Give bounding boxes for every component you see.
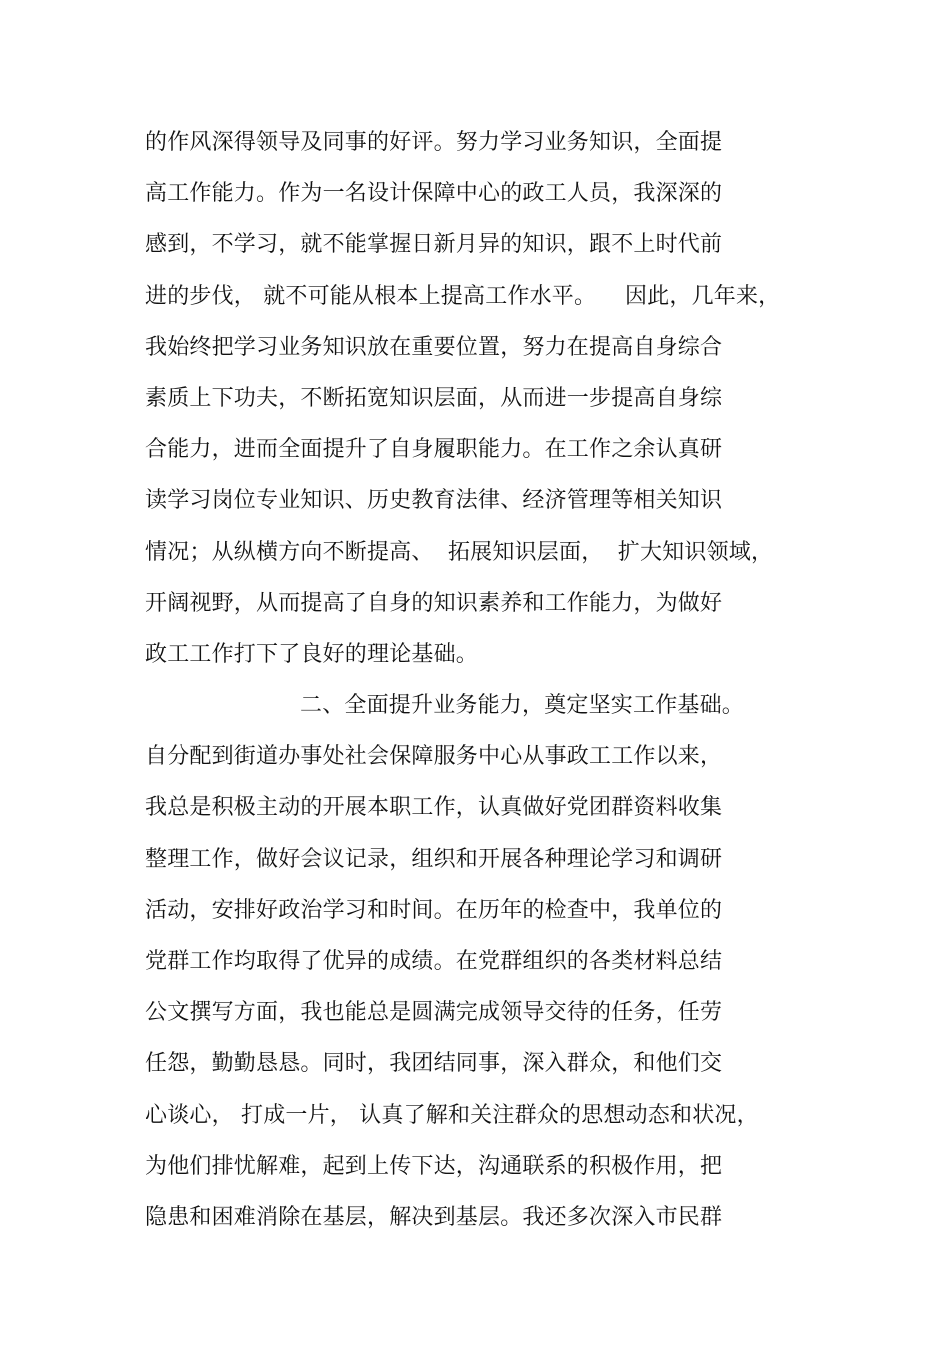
section-heading: 二、全面提升业务能力，奠定坚实工作基础。 [300,693,745,719]
text-line: 党群工作均取得了优异的成绩。在党群组织的各类材料总结 [145,949,723,974]
text-line: 合能力，进而全面提升了自身履职能力。在工作之余认真研 [145,437,723,463]
text-line: 情况；从纵横方向不断提高、 拓展知识层面， 扩大知识领域， [145,539,774,565]
text-line: 感到，不学习，就不能掌握日新月异的知识，跟不上时代前 [145,232,723,258]
text-line: 素质上下功夫，不断拓宽知识层面，从而进一步提高自身综 [145,385,723,411]
text-line: 隐患和困难消除在基层，解决到基层。我还多次深入市民群 [145,1204,723,1230]
text-line: 高工作能力。作为一名设计保障中心的政工人员，我深深的 [145,181,723,207]
text-line: 读学习岗位专业知识、历史教育法律、经济管理等相关知识 [145,488,723,514]
text-line: 的作风深得领导及同事的好评。努力学习业务知识，全面提 [145,130,723,155]
text-line: 我始终把学习业务知识放在重要位置，努力在提高自身综合 [145,334,723,360]
text-line: 我总是积极主动的开展本职工作，认真做好党团群资料收集 [145,795,723,821]
text-line: 公文撰写方面，我也能总是圆满完成领导交待的任务，任劳 [145,1000,723,1026]
text-line: 任怨，勤勤恳恳。同时，我团结同事，深入群众，和他们交 [145,1051,723,1077]
text-line: 为他们排忧解难，起到上传下达，沟通联系的积极作用，把 [145,1153,723,1179]
text-line: 政工工作打下了良好的理论基础。 [145,641,479,667]
text-line: 整理工作，做好会议记录，组织和开展各种理论学习和调研 [145,846,723,872]
text-line: 活动，安排好政治学习和时间。在历年的检查中，我单位的 [145,897,723,923]
text-line: 开阔视野，从而提高了自身的知识素养和工作能力，为做好 [145,590,723,616]
text-line: 自分配到街道办事处社会保障服务中心从事政工工作以来， [145,744,723,770]
text-line: 进的步伐， 就不可能从根本上提高工作水平。 因此，几年来， [145,283,781,309]
body-text [145,117,805,1243]
text-line: 心谈心， 打成一片， 认真了解和关注群众的思想动态和状况， [145,1102,759,1128]
